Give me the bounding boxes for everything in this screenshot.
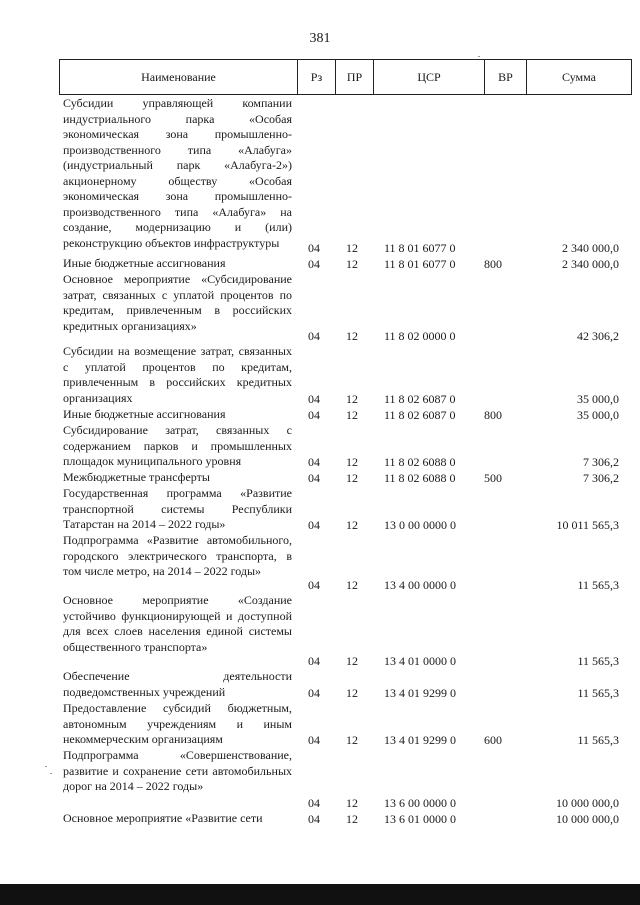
row-csr: 13 4 01 9299 0: [384, 685, 456, 700]
row-sum: 11 565,3: [577, 732, 619, 747]
row-csr: 13 4 01 9299 0: [384, 732, 456, 747]
header-vr: ВР: [484, 60, 526, 94]
table-row: [0, 701, 640, 748]
row-sum: 10 000 000,0: [556, 811, 619, 826]
row-rz: 04: [308, 328, 320, 343]
row-pr: 12: [346, 685, 358, 700]
row-pr: 12: [346, 328, 358, 343]
table-row: [0, 272, 640, 344]
row-csr: 13 6 00 0000 0: [384, 795, 456, 810]
row-rz: 04: [308, 407, 320, 422]
table-row: [0, 486, 640, 533]
row-csr: 13 0 00 0000 0: [384, 517, 456, 532]
row-name: Основное мероприятие «Развитие сети: [63, 811, 263, 825]
row-name: Государственная программа «Развитие транспортной системы Республики Татарстан на 2014 – 2022 годы»: [63, 486, 292, 531]
row-vr: 800: [484, 256, 502, 271]
row-csr: 11 8 02 6087 0: [384, 407, 456, 422]
header-name: Наименование: [141, 70, 216, 84]
row-rz: 04: [308, 653, 320, 668]
header-sum: Сумма: [526, 60, 631, 94]
table-row: [0, 344, 640, 407]
row-rz: 04: [308, 685, 320, 700]
table-row: [0, 593, 640, 669]
row-rz: 04: [308, 391, 320, 406]
row-pr: 12: [346, 577, 358, 592]
row-sum: 7 306,2: [583, 454, 619, 469]
row-rz: 04: [308, 470, 320, 485]
row-rz: 04: [308, 517, 320, 532]
row-rz: 04: [308, 795, 320, 810]
row-name: Подпрограмма «Совершенствование, развитие и сохранение сети автомобильных дорог на 2014 – 2022 годы»: [63, 748, 292, 793]
table-row: [0, 669, 640, 701]
row-name: Субсидирование затрат, связанных с содержанием парков и промышленных площадок муниципального уровня: [63, 423, 292, 468]
row-sum: 7 306,2: [583, 470, 619, 485]
table-header: [59, 59, 632, 95]
row-name: Предоставление субсидий бюджетным, автономным учреждениям и иным некоммерческим организациям: [63, 701, 292, 746]
row-pr: 12: [346, 653, 358, 668]
row-sum: 35 000,0: [577, 407, 619, 422]
row-name: Субсидии на возмещение затрат, связанных с уплатой процентов по кредитам, привлеченным в российских кредитных организациях: [63, 344, 292, 405]
row-name: Подпрограмма «Развитие автомобильного, городского электрического транспорта, в том числе метро, на 2014 – 2022 годы»: [63, 533, 292, 578]
row-rz: 04: [308, 811, 320, 826]
header-rz: Рз: [297, 60, 335, 94]
row-name: Межбюджетные трансферты: [63, 470, 210, 484]
row-rz: 04: [308, 240, 320, 255]
table-row: [0, 407, 640, 423]
table-row: [0, 533, 640, 593]
row-rz: 04: [308, 454, 320, 469]
row-csr: 13 4 01 0000 0: [384, 653, 456, 668]
row-sum: 10 011 565,3: [556, 517, 619, 532]
scan-speck: [45, 766, 47, 767]
table-row: [0, 470, 640, 486]
row-pr: 12: [346, 517, 358, 532]
row-csr: 11 8 02 0000 0: [384, 328, 456, 343]
scan-speck: [478, 56, 480, 57]
header-csr: ЦСР: [373, 60, 484, 94]
row-pr: 12: [346, 391, 358, 406]
row-vr: 500: [484, 470, 502, 485]
row-pr: 12: [346, 811, 358, 826]
table-row: [0, 256, 640, 272]
row-csr: 13 4 00 0000 0: [384, 577, 456, 592]
row-csr: 11 8 02 6088 0: [384, 470, 456, 485]
row-rz: 04: [308, 256, 320, 271]
row-sum: 11 565,3: [577, 653, 619, 668]
row-name: Иные бюджетные ассигнования: [63, 407, 226, 421]
row-sum: 11 565,3: [577, 577, 619, 592]
row-name: Субсидии управляющей компании индустриального парка «Особая экономическая зона промышленно-производственного типа «Алабуга» (индустриальный парк «Алабуга-2») акционерному обществу «Особая экономическая зона промышленно-производственного типа «Алабуга» на создание, модернизацию и (или) реконструкцию объектов инфраструктуры: [63, 96, 292, 250]
header-pr: ПР: [335, 60, 373, 94]
row-name: Обеспечение деятельности подведомственных учреждений: [63, 669, 292, 699]
row-pr: 12: [346, 795, 358, 810]
row-pr: 12: [346, 256, 358, 271]
row-csr: 11 8 02 6088 0: [384, 454, 456, 469]
budget-table-body: [0, 96, 640, 827]
table-row: [0, 423, 640, 470]
row-pr: 12: [346, 407, 358, 422]
row-sum: 2 340 000,0: [562, 256, 619, 271]
row-sum: 10 000 000,0: [556, 795, 619, 810]
row-name: Основное мероприятие «Создание устойчиво функционирующей и доступной для всех слоев населения единой системы общественного транспорта»: [63, 593, 292, 654]
page-number: 381: [309, 31, 331, 46]
row-name: Основное мероприятие «Субсидирование затрат, связанных с уплатой процентов по кредитам, привлеченным в российских кредитных организациях»: [63, 272, 292, 333]
scan-speck: [50, 773, 52, 774]
row-sum: 11 565,3: [577, 685, 619, 700]
row-name: Иные бюджетные ассигнования: [63, 256, 226, 270]
table-row: [0, 811, 640, 827]
table-row: [0, 748, 640, 811]
row-sum: 35 000,0: [577, 391, 619, 406]
row-csr: 11 8 01 6077 0: [384, 240, 456, 255]
row-rz: 04: [308, 732, 320, 747]
row-sum: 42 306,2: [577, 328, 619, 343]
row-pr: 12: [346, 732, 358, 747]
row-csr: 13 6 01 0000 0: [384, 811, 456, 826]
row-vr: 800: [484, 407, 502, 422]
row-csr: 11 8 02 6087 0: [384, 391, 456, 406]
row-pr: 12: [346, 240, 358, 255]
scan-bottom-edge: [0, 884, 640, 905]
row-sum: 2 340 000,0: [562, 240, 619, 255]
row-vr: 600: [484, 732, 502, 747]
table-row: [0, 96, 640, 256]
row-pr: 12: [346, 454, 358, 469]
row-rz: 04: [308, 577, 320, 592]
row-csr: 11 8 01 6077 0: [384, 256, 456, 271]
row-pr: 12: [346, 470, 358, 485]
